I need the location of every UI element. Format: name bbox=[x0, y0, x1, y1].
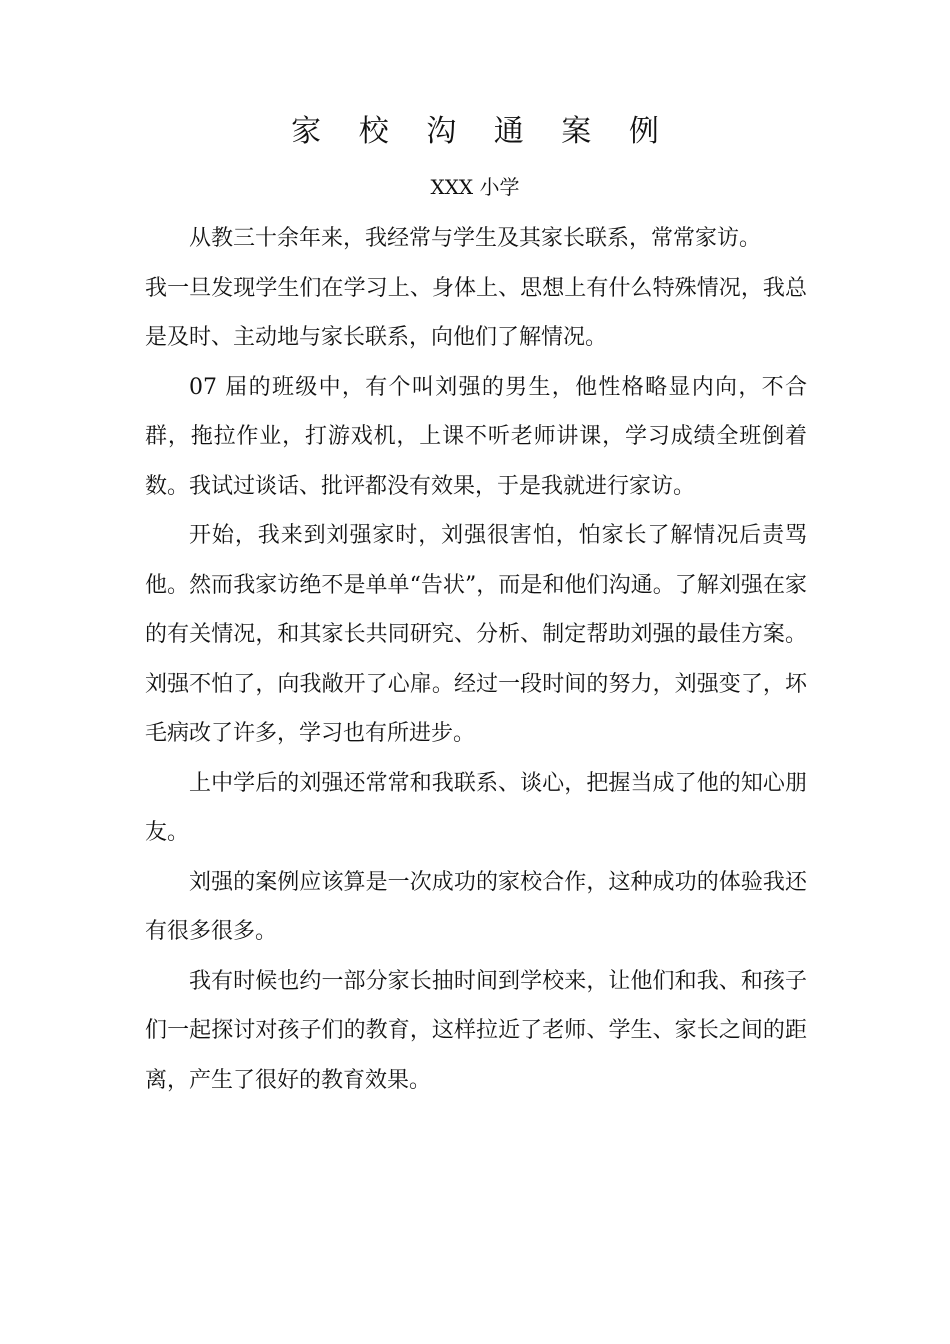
school-name: XXX 小学 bbox=[430, 175, 520, 199]
paragraph-7: 我有时候也约一部分家长抽时间到学校来，让他们和我、和孩子们一起探讨对孩子们的教育，这样拉近了老师、学生、家长之间的距离，产生了很好的教育效果。 bbox=[145, 968, 807, 1093]
paragraph-3: 07 届的班级中，有个叫刘强的男生，他性格略显内向，不合群，拖拉作业，打游戏机，上课不听老师讲课，学习成绩全班倒着数。我试过谈话、批评都没有效果，于是我就进行家访。 bbox=[145, 374, 807, 499]
paragraph-1: 从教三十余年来，我经常与学生及其家长联系，常常家访。 bbox=[189, 226, 762, 251]
document-title: 家 校 沟 通 案 例 bbox=[291, 114, 673, 149]
document-body bbox=[145, 214, 807, 1105]
paragraph-2: 我一旦发现学生们在学习上、身体上、思想上有什么特殊情况，我总是及时、主动地与家长联系，向他们了解情况。 bbox=[145, 275, 807, 350]
paragraph-4: 开始，我来到刘强家时，刘强很害怕，怕家长了解情况后责骂他。然而我家访绝不是单单“告状”，而是和他们沟通。了解刘强在家的有关情况，和其家长共同研究、分析、制定帮助刘强的最佳方案。刘强不怕了，向我敞开了心扉。经过一段时间的努力，刘强变了，坏毛病改了许多，学习也有所进步。 bbox=[145, 523, 807, 746]
paragraph-5: 上中学后的刘强还常常和我联系、谈心，把握当成了他的知心朋友。 bbox=[145, 770, 807, 845]
paragraph-6: 刘强的案例应该算是一次成功的家校合作，这种成功的体验我还有很多很多。 bbox=[145, 869, 807, 944]
